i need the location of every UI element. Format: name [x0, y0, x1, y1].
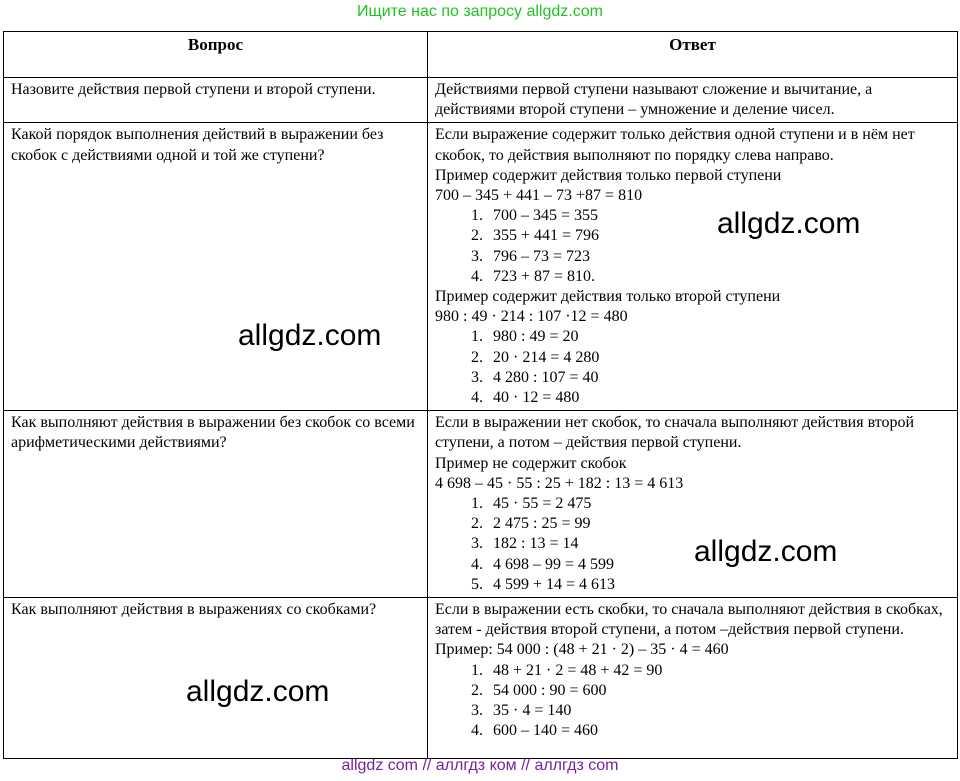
answer-text: Действиями первой ступени называют сложение и вычитание, а действиями второй ступени – умножение и деление чисел.: [435, 81, 873, 119]
solution-step: 2. 355 + 441 = 796: [487, 226, 950, 246]
solution-step: 3. 4 280 : 107 = 40: [487, 368, 950, 388]
example-caption: Пример не содержит скобок: [435, 454, 627, 472]
question-cell: Назовите действия первой ступени и второй ступени.: [4, 78, 428, 123]
watermark: allgdz.com: [694, 535, 838, 568]
solution-step: 1. 45 · 55 = 2 475: [487, 494, 950, 514]
bottom-banner: allgdz com // аллгдз ком // аллгдз com: [341, 757, 619, 774]
example-expression: 980 : 49 · 214 : 107 ·12 = 480: [435, 308, 628, 326]
solution-step: 1. 700 – 345 = 355: [487, 206, 950, 226]
solution-step: 3. 796 – 73 = 723: [487, 247, 950, 267]
top-banner: Ищите нас по запросу allgdz.com: [357, 3, 603, 20]
watermark: allgdz.com: [238, 319, 382, 352]
solution-step: 4. 4 698 – 99 = 4 599: [487, 555, 950, 575]
example-caption: Пример содержит действия только второй ступени: [435, 288, 781, 306]
solution-step: 5. 4 599 + 14 = 4 613: [487, 575, 950, 595]
question-cell: Какой порядок выполнения действий в выражении без скобок с действиями одной и той же ступени?: [4, 123, 428, 411]
table-row: [4, 598, 958, 759]
solution-step: 4. 723 + 87 = 810.: [487, 267, 950, 287]
solution-steps: [435, 661, 950, 742]
example-expression: Пример: 54 000 : (48 + 21 · 2) – 35 · 4 = 460: [435, 641, 729, 659]
example-caption: Пример содержит действия только первой ступени: [435, 166, 782, 184]
solution-step: 2. 2 475 : 25 = 99: [487, 514, 950, 534]
solution-steps: [435, 206, 950, 287]
table-row: [4, 411, 958, 598]
answer-cell: [428, 123, 958, 411]
solution-step: 4. 40 · 12 = 480: [487, 388, 950, 408]
watermark: allgdz.com: [186, 675, 330, 708]
table-header-row: [4, 32, 958, 78]
solution-step: 2. 20 · 214 = 4 280: [487, 348, 950, 368]
answer-cell: [428, 598, 958, 759]
answer-cell: [428, 411, 958, 598]
answer-text: Если в выражении есть скобки, то сначала выполняют действия в скобках, затем - действия второй ступени, а потом –действия первой ступени.: [435, 601, 943, 639]
solution-steps: [435, 327, 950, 408]
header-answer: Ответ: [428, 32, 958, 78]
answer-text: Если в выражении нет скобок, то сначала выполняют действия второй ступени, а потом – действия первой ступени.: [435, 414, 915, 452]
example-expression: 4 698 – 45 · 55 : 25 + 182 : 13 = 4 613: [435, 474, 684, 492]
answer-text: Если выражение содержит только действия одной ступени и в нём нет скобок, то действия выполняют по порядку слева направо.: [435, 126, 915, 164]
example-expression: 700 – 345 + 441 – 73 +87 = 810: [435, 187, 643, 205]
solution-step: 1. 980 : 49 = 20: [487, 327, 950, 347]
answer-cell: [428, 78, 958, 123]
solution-step: 2. 54 000 : 90 = 600: [487, 681, 950, 701]
solution-step: 3. 182 : 13 = 14: [487, 534, 950, 554]
header-question: Вопрос: [4, 32, 428, 78]
table-row: [4, 123, 958, 411]
question-cell: Как выполняют действия в выражениях со скобками?: [4, 598, 428, 759]
solution-steps: [435, 494, 950, 595]
table-row: [4, 78, 958, 123]
solution-step: 3. 35 · 4 = 140: [487, 701, 950, 721]
solution-step: 4. 600 – 140 = 460: [487, 721, 950, 741]
qa-table: [3, 31, 958, 759]
solution-step: 1. 48 + 21 · 2 = 48 + 42 = 90: [487, 661, 950, 681]
question-cell: Как выполняют действия в выражении без скобок со всеми арифметическими действиями?: [4, 411, 428, 598]
watermark: allgdz.com: [717, 207, 861, 240]
